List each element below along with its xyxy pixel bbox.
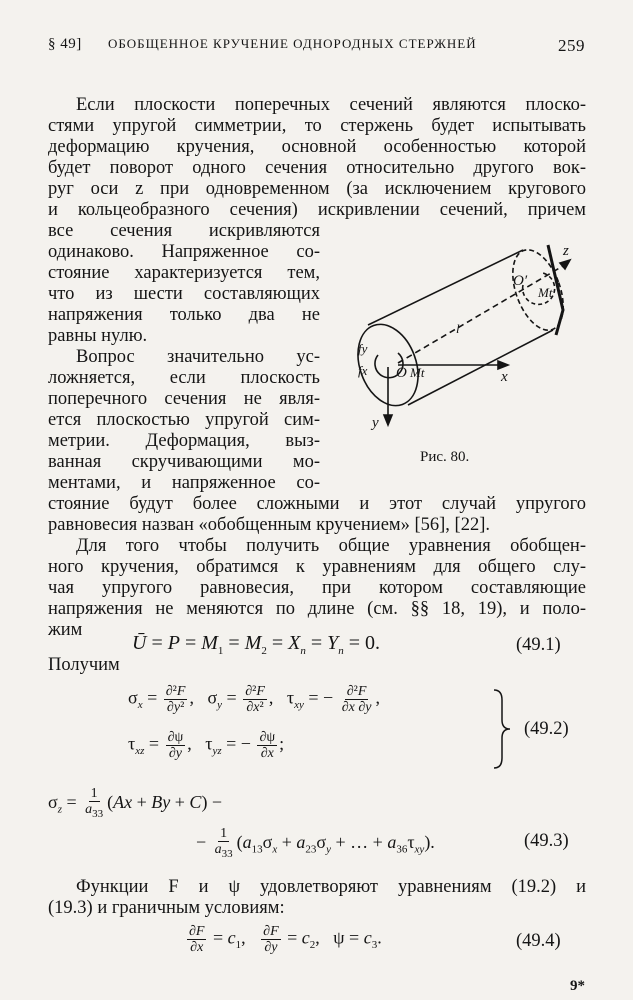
poluchim-text: Получим (48, 655, 120, 675)
axis-z (398, 263, 568, 363)
text-line: жим (48, 620, 83, 640)
text-line: ного кручения, обратимся к уравнениям для общего слу- (48, 557, 586, 577)
label-o-prime: O′ (513, 273, 528, 289)
text-line: поперечного сечения не явля- (48, 389, 320, 409)
text-line: будет поворот одного сечения относительно другого вок- (48, 158, 586, 178)
label-mt-near: Mt (410, 365, 425, 380)
equation-49-2-row-2: $\tau_{xz}$ = $\frac{\partial\psi}{\partial y}$ , $\tau_{yz}$ = − $\frac{\partial\psi}{\partial x}$ ; (128, 730, 285, 761)
paragraph-2-wrap (48, 347, 320, 494)
paragraph-1-wrap (48, 221, 320, 347)
text-line: стояние будут более сложными и этот случай упругого (48, 494, 586, 514)
text-line: и кольцеобразного сечения) искривлении сечений, причем (48, 200, 586, 220)
text-line: равны нулю. (48, 326, 148, 346)
label-o: O (396, 365, 407, 381)
label-fy: fy (358, 341, 368, 356)
right-brace (492, 688, 512, 770)
equation-number-49-4: (49.4) (516, 931, 561, 951)
paragraph-1 (48, 95, 586, 221)
equation-49-3-line-2: − $\frac{1}{a_{33}}$ ($a_{13}\sigma_x + a_{23}\sigma_y$ + … + $a_{36}\tau_{xy}$). (196, 826, 435, 860)
text-line: напряжения не меняются по длине (см. §§ 18, 19), и поло- (48, 599, 586, 619)
text-line: (19.3) и граничным условиям: (48, 898, 285, 918)
text-line: одинаково. Напряженное со- (48, 242, 320, 262)
equation-49-1: Ū = $P = M_1 = M_2 = X_n = Y_n = 0$. (132, 632, 381, 657)
text-line: Вопрос значительно ус- (76, 347, 320, 367)
section-ref: § 49] (48, 36, 82, 52)
text-line: ется плоскостью упругой сим- (48, 410, 320, 430)
paragraph-3 (48, 536, 586, 641)
text-line: Для того чтобы получить общие уравнения обобщен- (76, 536, 586, 556)
text-line: Функции F и ψ удовлетворяют уравнениям (19.2) и (76, 877, 586, 897)
axis-x-arrow (498, 361, 508, 369)
running-header (48, 36, 585, 60)
equation-49-4: $\frac{\partial F}{\partial x}$ = $c_1$, $\frac{\partial F}{\partial y}$ = $c_2$, $\psi = c_3$. (189, 924, 382, 955)
signature-mark: 9* (570, 978, 585, 994)
cylinder-bottom-edge (408, 330, 553, 405)
figure-cylinder-diagram (338, 215, 588, 455)
page-number: 259 (558, 36, 585, 55)
header-title: ОБОБЩЕННОЕ КРУЧЕНИЕ ОДНОРОДНЫХ СТЕРЖНЕЙ (108, 36, 477, 51)
text-line: равновесия назван «обобщенным кручением» [56], [22]. (48, 515, 491, 535)
label-mt-far: Mt (538, 285, 553, 300)
text-line: ванная скручивающими мо- (48, 452, 320, 472)
text-line: стями упругой симметрии, то стержень будет испытывать (48, 116, 586, 136)
text-line: деформацию кручения, основной особенностью которой (48, 137, 586, 157)
text-line: руг оси z при одновременном (за исключением кругового (48, 179, 586, 199)
text-line: Если плоскости поперечных сечений являются плоско- (76, 95, 586, 115)
axis-y-arrow (384, 415, 392, 425)
text-line: метрии. Деформация, выз- (48, 431, 320, 451)
equation-49-3-line-1: $\sigma_z$ = $\frac{1}{a_{33}}$ (Ax + By + C) − (48, 786, 223, 820)
equation-number-49-1: (49.1) (516, 635, 561, 655)
text-line: что из шести составляющих (48, 284, 320, 304)
text-line: ложняется, если плоскость (48, 368, 320, 388)
paragraph-2 (48, 494, 586, 536)
text-line: все сечения искривляются (48, 221, 320, 241)
label-fx: fx (358, 363, 368, 378)
label-l: l (456, 321, 460, 336)
equation-number-49-3: (49.3) (524, 831, 569, 851)
label-x: x (501, 369, 508, 385)
text-line: ментами, и напряженное со- (48, 473, 320, 493)
axis-z-arrow (560, 260, 570, 269)
figure-caption: Рис. 80. (420, 449, 470, 465)
paragraph-4 (48, 877, 586, 919)
text-line: стояние характеризуется тем, (48, 263, 320, 283)
label-y: y (372, 415, 379, 431)
equation-49-2-row-1: $\sigma_x$ = $\frac{\text{∂²F}}{\text{∂y²}}$ , $\sigma_y$ = $\frac{\text{∂²F}}{\text{∂x²}}$ , $\tau_{xy}$ = − $\frac{\text{∂²F}}{\partial x \partial y}$ , (128, 684, 380, 715)
text-line: напряжения только два не (48, 305, 320, 325)
cylinder-top-edge (368, 250, 523, 325)
equation-number-49-2: (49.2) (524, 719, 569, 739)
text-line: чая упругого равновесия, при котором составляющие (48, 578, 586, 598)
label-z: z (563, 243, 569, 259)
